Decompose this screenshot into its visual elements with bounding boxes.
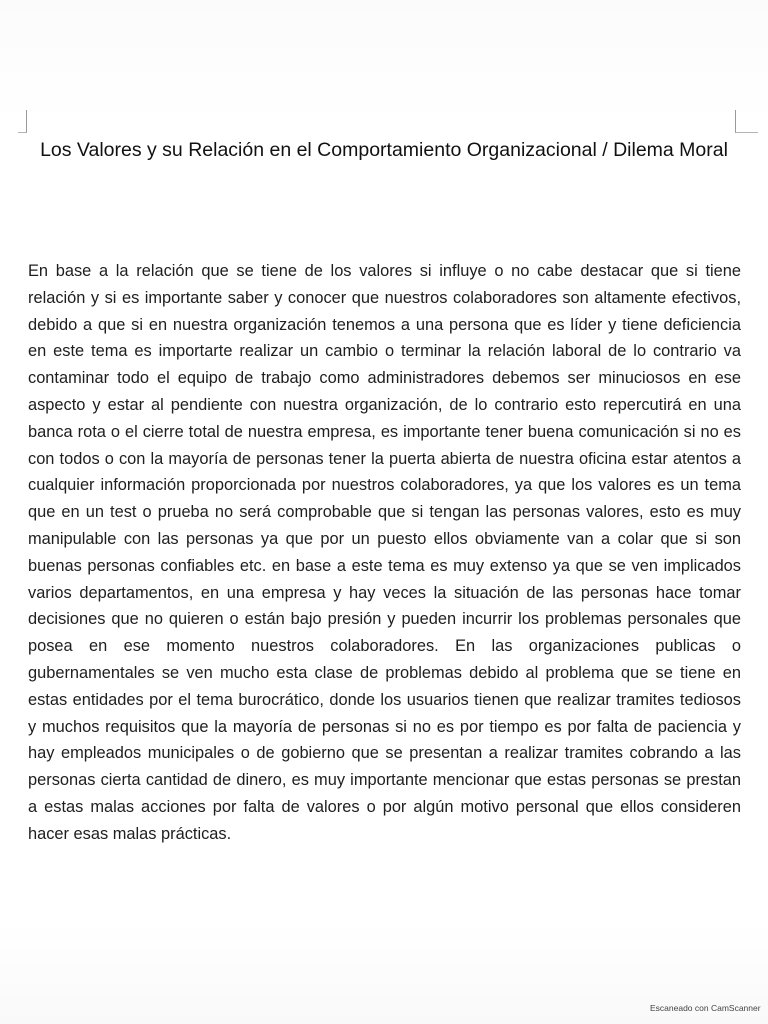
document-body-paragraph: En base a la relación que se tiene de los valores si influye o no cabe destacar que si tiene relación y si es importante saber y conocer que nuestros colaboradores son altamente efectivos, debido a que si en nuestra organización tenemos a una persona que es líder y tiene deficiencia en este tema es importarte realizar un cambio o terminar la relación laboral de lo contrario va contaminar todo el equipo de trabajo como administradores debemos ser minuciosos en ese aspecto y estar al pendiente con nuestra organización, de lo contrario esto repercutirá en una banca rota o el cierre total de nuestra empresa, es importante tener buena comunicación si no es con todos o con la mayoría de personas tener la puerta abierta de nuestra oficina estar atentos a cualquier información proporcionada por nuestros colaboradores, ya que los valores es un tema que en un test o prueba no será comprobable que si tengan las personas valores, esto es muy manipulable con las personas ya que por un puesto ellos obviamente van a colar que si son buenas personas confiables etc. en base a este tema es muy extenso ya que se ven implicados varios departamentos, en una empresa y hay veces la situación de las personas hace tomar decisiones que no quieren o están bajo presión y pueden incurrir los problemas personales que posea en ese momento nuestros colaboradores. En las organizaciones publicas o gubernamentales se ven mucho esta clase de problemas debido al problema que se tiene en estas entidades por el tema burocrático, donde los usuarios tienen que realizar tramites tediosos y muchos requisitos que la mayoría de personas si no es por tiempo es por falta de paciencia y hay empleados municipales o de gobierno que se presentan a realizar tramites cobrando a las personas cierta cantidad de dinero, es muy importante mencionar que estas personas se prestan a estas malas acciones por falta de valores o por algún motivo personal que ellos consideren hacer esas malas prácticas. — [28, 262, 741, 843]
document-title: Los Valores y su Relación en el Comportamiento Organizacional / Dilema Moral — [40, 139, 728, 161]
crop-mark-left — [18, 110, 27, 133]
crop-mark-right — [735, 110, 758, 133]
scanner-watermark: Escaneado con CamScanner — [650, 1003, 761, 1013]
